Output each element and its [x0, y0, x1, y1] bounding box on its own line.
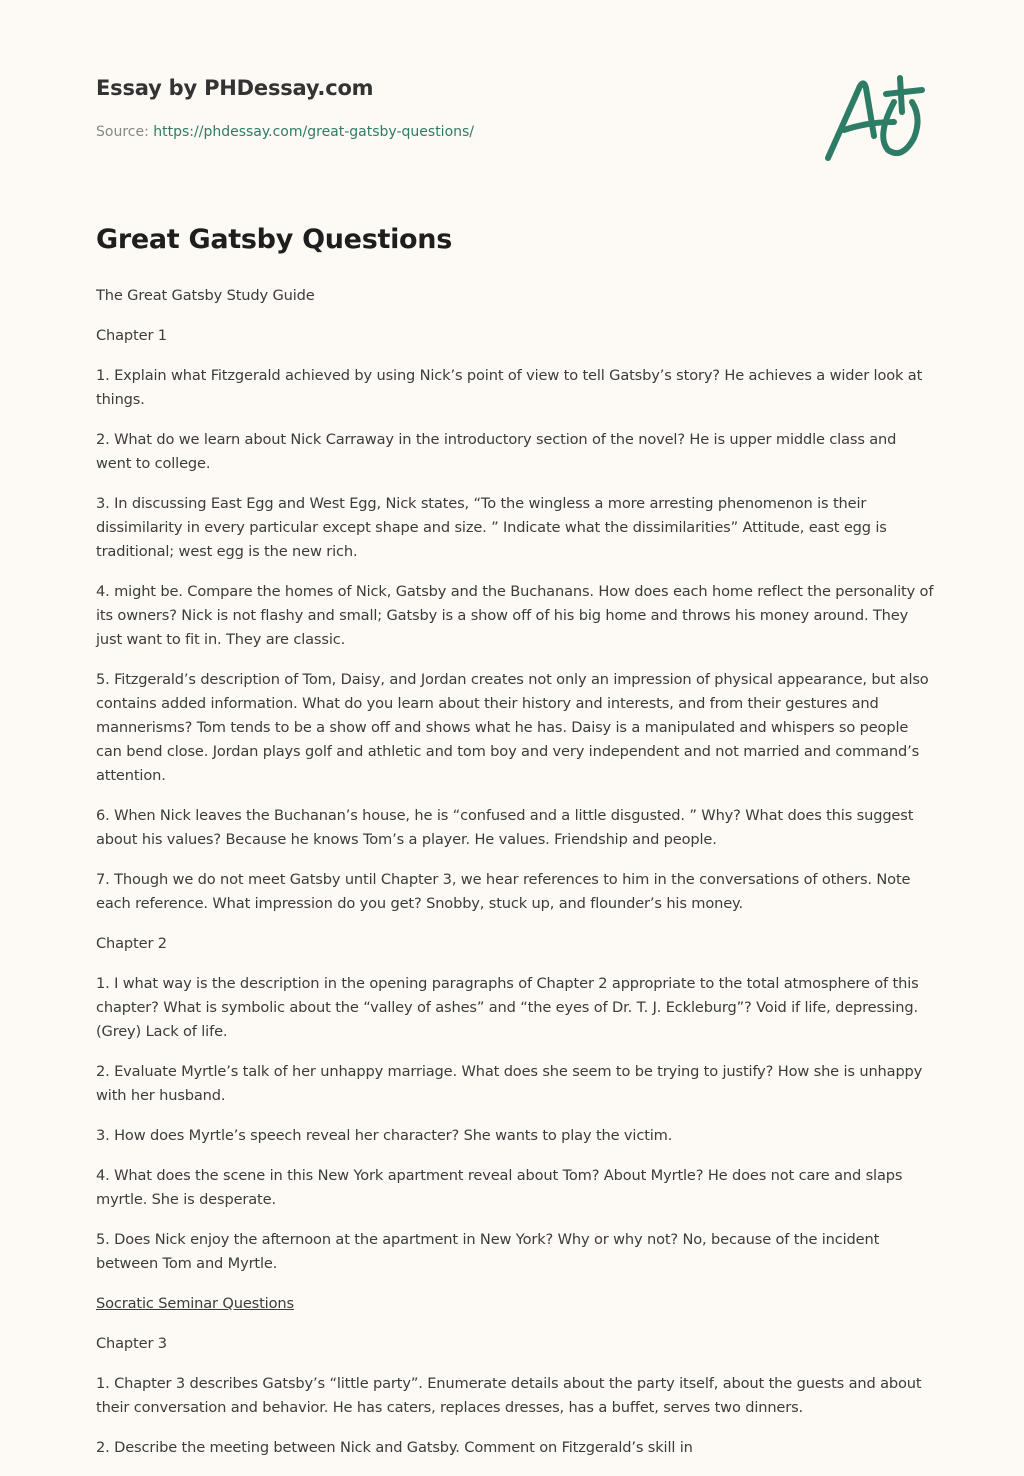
source-link[interactable]: https://phdessay.com/great-gatsby-questions/ [153, 124, 475, 140]
paragraph: 4. might be. Compare the homes of Nick, Gatsby and the Buchanans. How does each home reflect the personality of its owners? Nick is not flashy and small; Gatsby is a show off of his big home and throws his money around. They just want to fit in. They are classic. [96, 583, 934, 648]
paragraph: 3. In discussing East Egg and West Egg, Nick states, “To the wingless a more arresting phenomenon is their dissimilarity in every particular except shape and size. ” Indicate what the dissimilarities” Attitude, east egg is traditional; west egg is the new rich. [96, 495, 887, 560]
paragraph: 4. What does the scene in this New York apartment reveal about Tom? About Myrtle? He does not care and slaps myrtle. She is desperate. [96, 1167, 903, 1208]
paragraph: 6. When Nick leaves the Buchanan’s house, he is “confused and a little disgusted. ” Why? What does this suggest about his values? Because he knows Tom’s a player. He values. Friendship and people. [96, 807, 914, 848]
paragraph: 1. I what way is the description in the opening paragraphs of Chapter 2 appropriate to the total atmosphere of this chapter? What is symbolic about the “valley of ashes” and “the eyes of Dr. T. J. Eckleburg”? Void if life, depressing. (Grey) Lack of life. [96, 975, 919, 1040]
chapter-heading: Chapter 2 [96, 935, 167, 952]
paragraph: 5. Fitzgerald’s description of Tom, Daisy, and Jordan creates not only an impression of physical appearance, but also contains added information. What do you learn about their history and interests, and from their gestures and mannerisms? Tom tends to be a show off and shows what he has. Daisy is a manipulated and whispers so people can bend close. Jordan plays golf and athletic and tom boy and very independent and not married and command’s attention. [96, 671, 929, 784]
paragraph: The Great Gatsby Study Guide [96, 287, 315, 304]
essay-body [96, 284, 936, 1476]
paragraph: 1. Chapter 3 describes Gatsby’s “little party”. Enumerate details about the party itself, about the guests and about their conversation and behavior. He has caters, replaces dresses, has a buffet, serves two dinners. [96, 1375, 922, 1416]
a-plus-logo-icon [818, 66, 938, 166]
site-brand: Essay by PHDessay.com [96, 76, 374, 100]
chapter-heading: Chapter 3 [96, 1335, 167, 1352]
paragraph: 3. How does Myrtle’s speech reveal her character? She wants to play the victim. [96, 1127, 673, 1144]
paragraph: 7. Though we do not meet Gatsby until Chapter 3, we hear references to him in the conversations of others. Note each reference. What impression do you get? Snobby, stuck up, and flounder’s his money. [96, 871, 911, 912]
paragraph: 2. Describe the meeting between Nick and Gatsby. Comment on Fitzgerald’s skill in [96, 1439, 693, 1456]
source-line [96, 124, 474, 140]
paragraph: 2. Evaluate Myrtle’s talk of her unhappy marriage. What does she seem to be trying to justify? How she is unhappy with her husband. [96, 1063, 923, 1104]
source-label: Source: [96, 124, 149, 140]
page-title: Great Gatsby Questions [96, 224, 452, 255]
chapter-heading: Chapter 1 [96, 327, 167, 344]
paragraph: 5. Does Nick enjoy the afternoon at the apartment in New York? Why or why not? No, because of the incident between Tom and Myrtle. [96, 1231, 880, 1272]
paragraph: 1. Explain what Fitzgerald achieved by using Nick’s point of view to tell Gatsby’s story? He achieves a wider look at things. [96, 367, 923, 408]
socratic-seminar-heading: Socratic Seminar Questions [96, 1295, 294, 1312]
paragraph: 2. What do we learn about Nick Carraway in the introductory section of the novel? He is upper middle class and went to college. [96, 431, 897, 472]
